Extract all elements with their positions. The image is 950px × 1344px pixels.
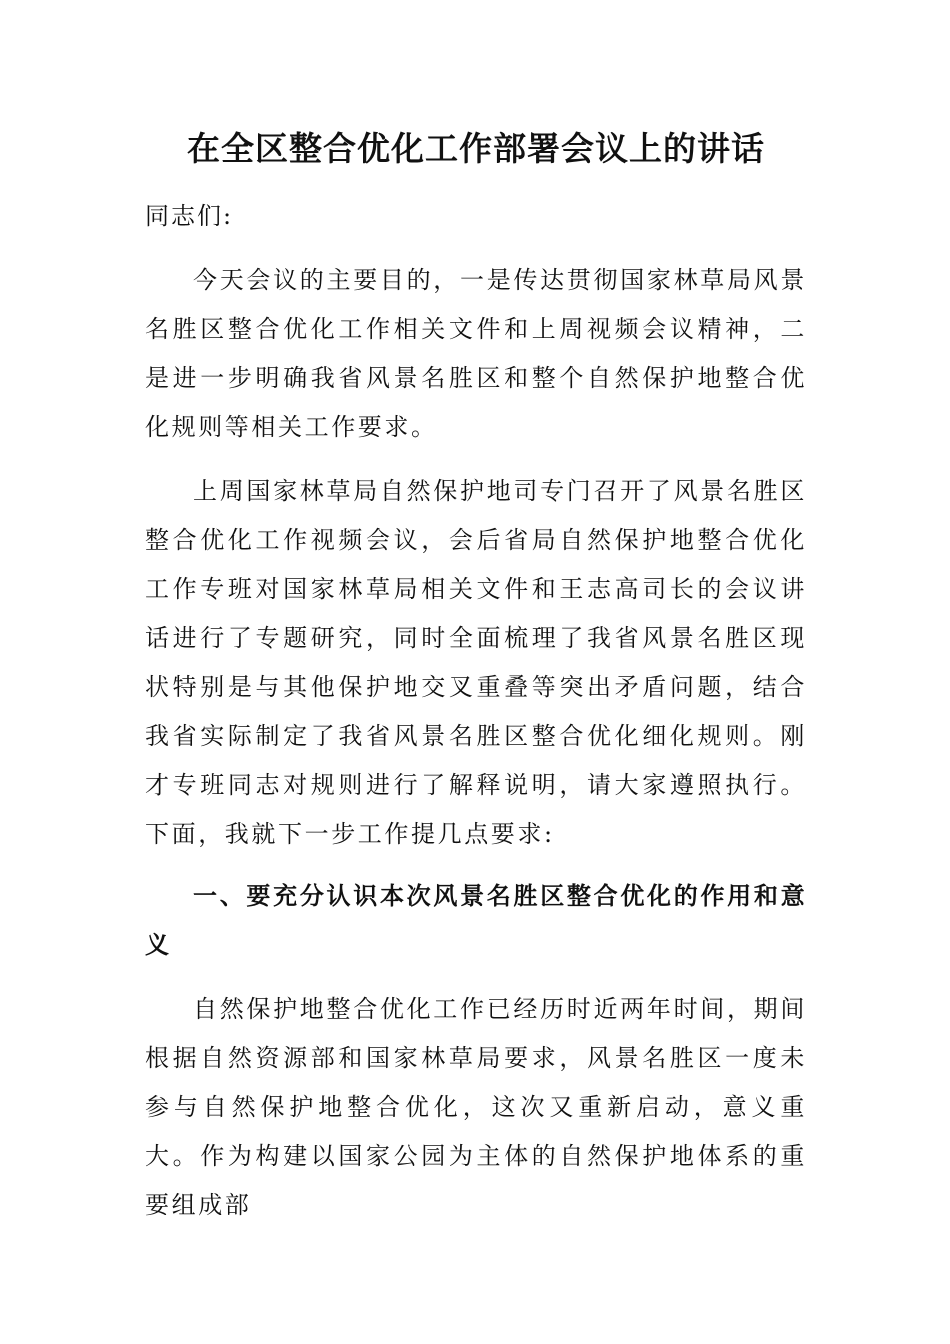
paragraph-purpose: 今天会议的主要目的，一是传达贯彻国家林草局风景名胜区整合优化工作相关文件和上周视频会议精神，二是进一步明确我省风景名胜区和整个自然保护地整合优化规则等相关工作要求。 <box>145 266 807 441</box>
document-title: 在全区整合优化工作部署会议上的讲话 <box>187 129 765 168</box>
salutation: 同志们: <box>145 202 234 230</box>
document-body <box>145 118 807 1230</box>
paragraph-background: 上周国家林草局自然保护地司专门召开了风景名胜区整合优化工作视频会议，会后省局自然保护地整合优化工作专班对国家林草局相关文件和王志高司长的会议讲话进行了专题研究，同时全面梳理了我省风景名胜区现状特别是与其他保护地交叉重叠等突出矛盾问题，结合我省实际制定了我省风景名胜区整合优化细化规则。刚才专班同志对规则进行了解释说明，请大家遵照执行。下面，我就下一步工作提几点要求: <box>145 477 807 848</box>
section-heading: 一、要充分认识本次风景名胜区整合优化的作用和意义 <box>145 882 807 959</box>
section-paragraph: 自然保护地整合优化工作已经历时近两年时间，期间根据自然资源部和国家林草局要求，风景名胜区一度未参与自然保护地整合优化，这次又重新启动，意义重大。作为构建以国家公园为主体的自然保护地体系的重要组成部 <box>145 995 807 1219</box>
